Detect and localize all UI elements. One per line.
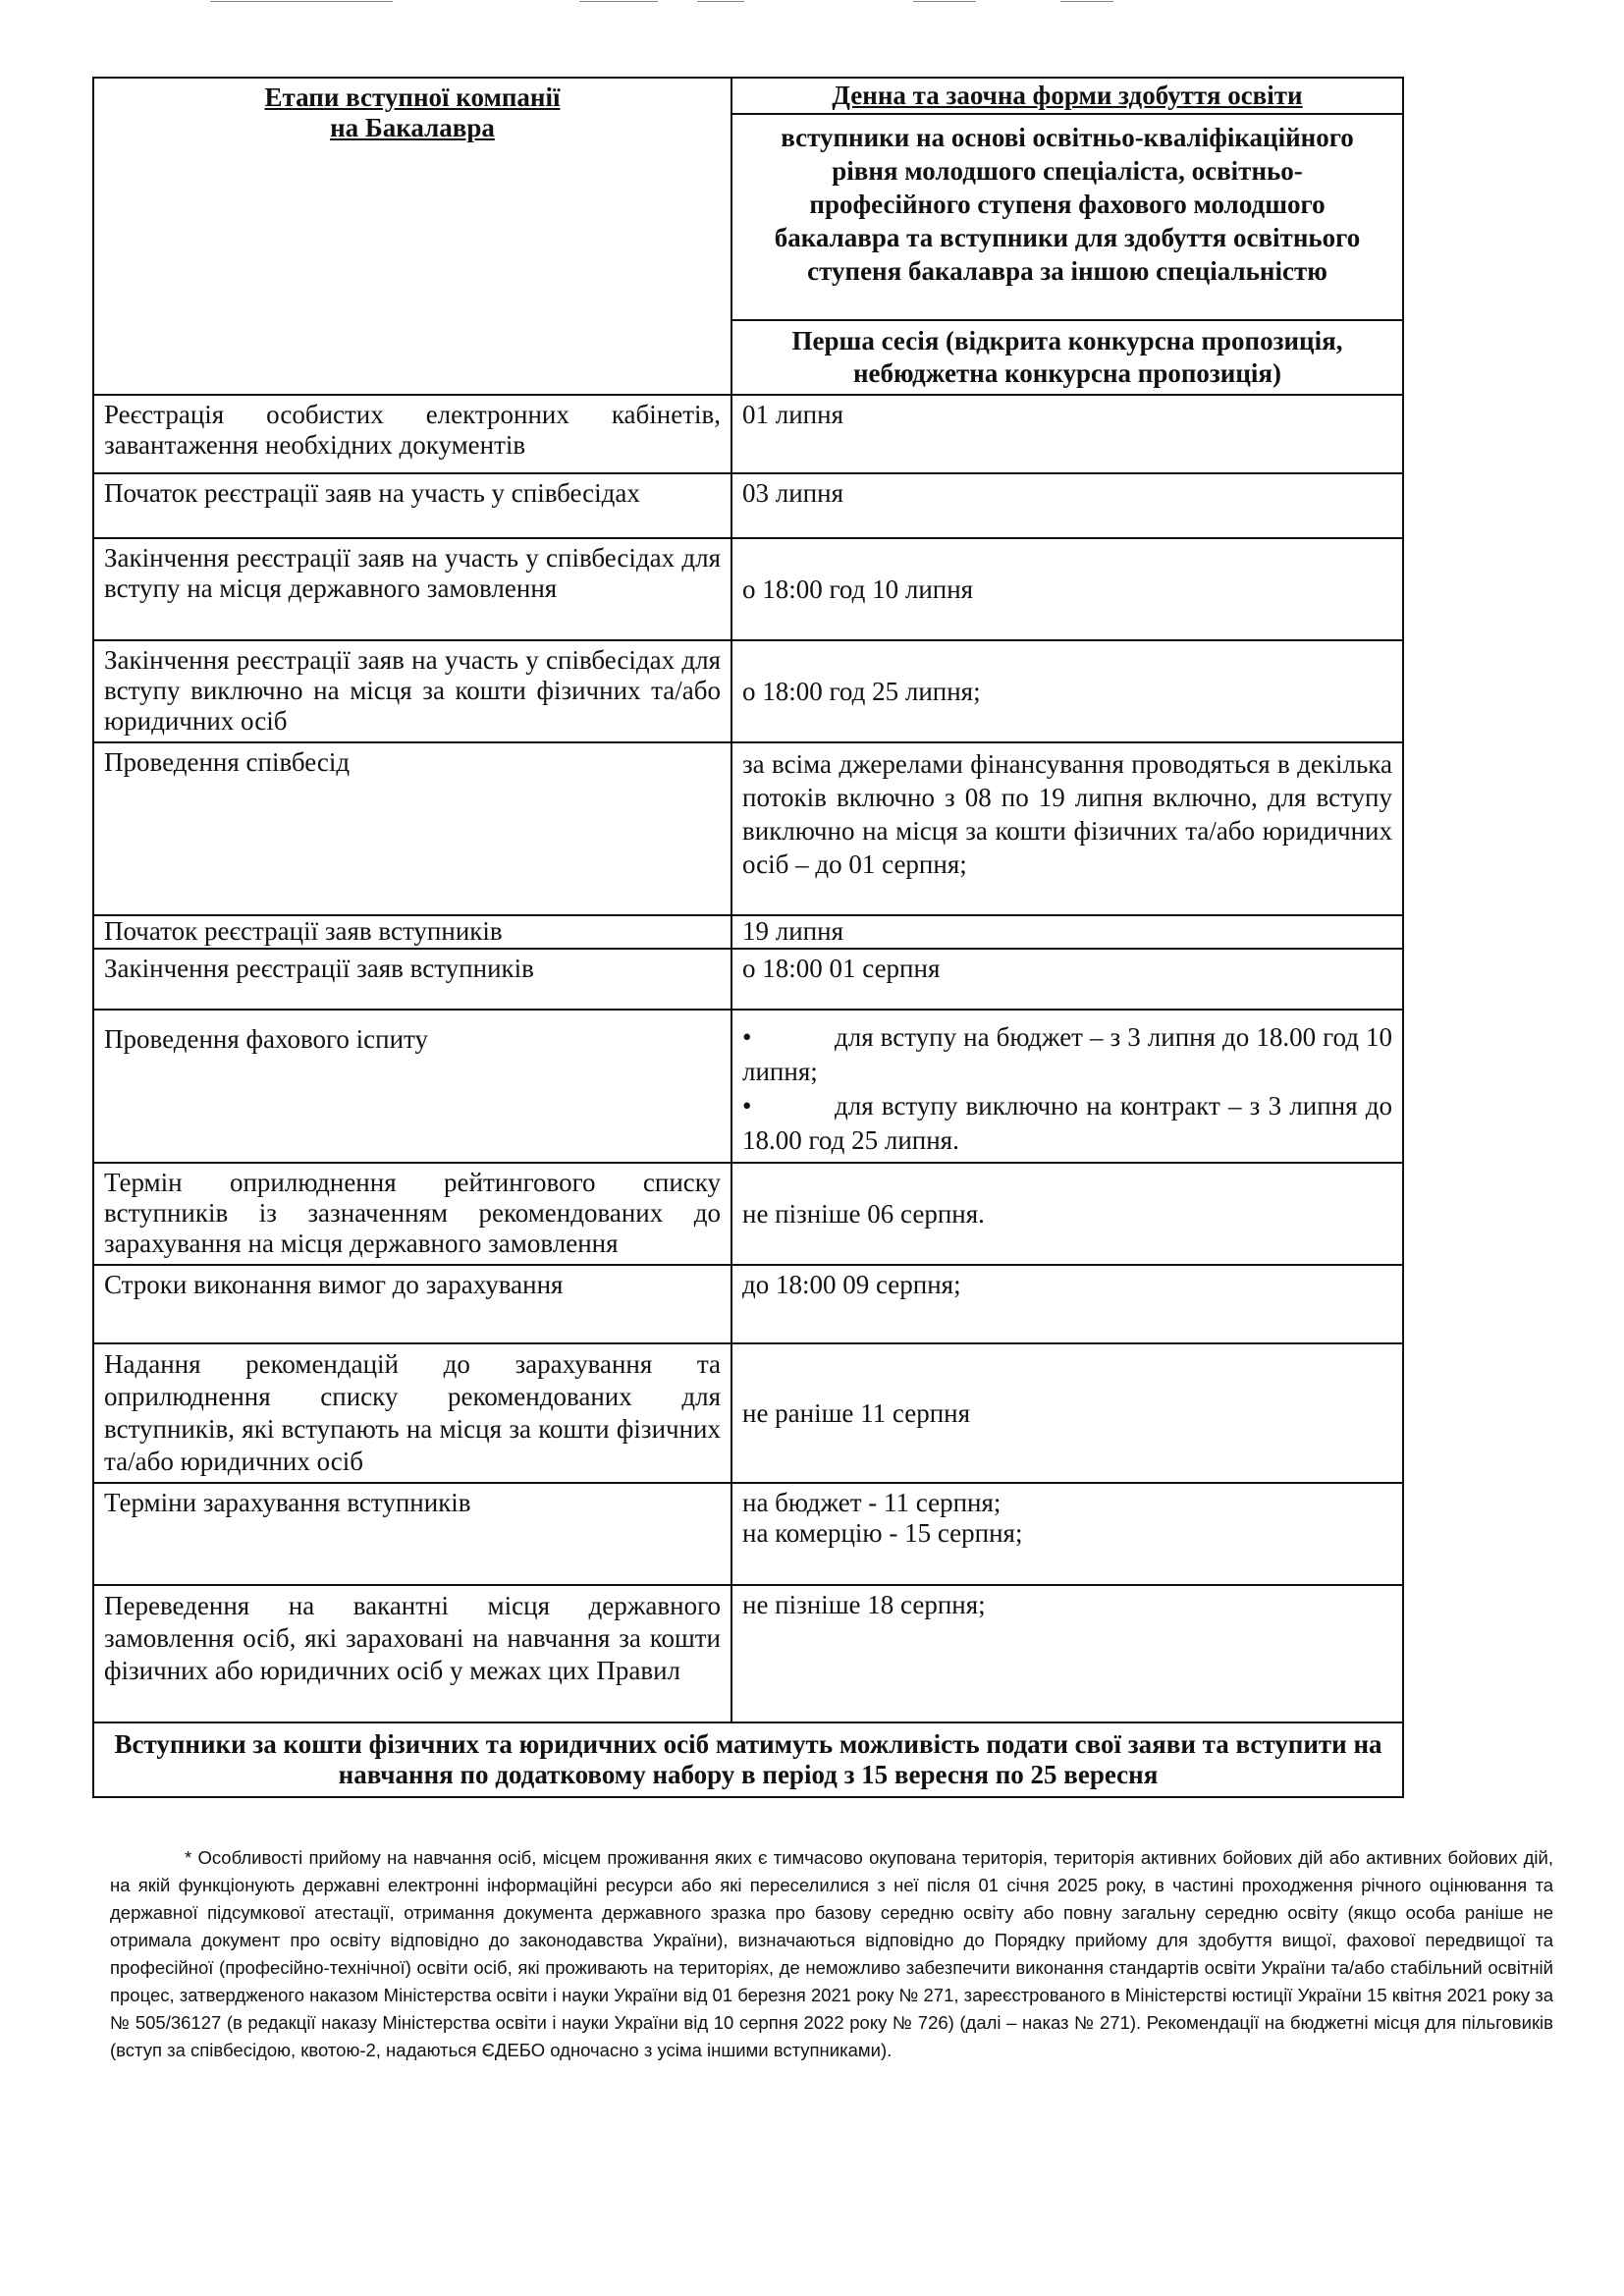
- stage-cell: Термін оприлюднення рейтингового списку вступників із зазначенням рекомендованих до зарахування на місця державного замовлення: [93, 1163, 731, 1265]
- exam-contract-term: для вступу виключно на контракт – з 3 липня до 18.00 год 25 липня.: [742, 1091, 1392, 1155]
- additional-enrollment-note: Вступники за кошти фізичних та юридичних осіб матимуть можливість подати свої заяви та вступити на навчання по додатковому набору в період з 15 вересня по 25 вересня: [93, 1722, 1403, 1797]
- term-cell: до 18:00 09 серпня;: [731, 1265, 1403, 1343]
- term-cell: о 18:00 01 серпня: [731, 949, 1403, 1010]
- stage-cell: Закінчення реєстрації заяв вступників: [93, 949, 731, 1010]
- form-header-cell: Денна та заочна форми здобуття освіти: [731, 78, 1403, 114]
- session-cell: Перша сесія (відкрита конкурсна пропозиція, небюджетна конкурсна пропозиція): [731, 320, 1403, 395]
- term-cell: 01 липня: [731, 395, 1403, 473]
- stage-cell: Проведення фахового іспиту: [93, 1010, 731, 1163]
- admission-schedule-table: [92, 77, 1404, 1798]
- stages-header-cell: [93, 78, 731, 395]
- exam-budget-term: для вступу на бюджет – з 3 липня до 18.00 год 10 липня;: [742, 1022, 1392, 1086]
- stage-cell: Початок реєстрації заяв на участь у співбесідах: [93, 473, 731, 538]
- term-cell: [731, 1483, 1403, 1585]
- stage-cell: Проведення співбесід: [93, 742, 731, 915]
- list-item: [742, 1089, 1392, 1158]
- bullet-icon: •: [742, 1022, 752, 1052]
- table-row: [93, 1483, 1403, 1585]
- stage-cell: Закінчення реєстрації заяв на участь у співбесідах для вступу виключно на місця за кошти фізичних та/або юридичних осіб: [93, 640, 731, 742]
- table-row: [93, 1163, 1403, 1265]
- table-row: [93, 1585, 1403, 1722]
- term-cell: о 18:00 год 25 липня;: [731, 640, 1403, 742]
- applicants-description-cell: вступники на основі освітньо-кваліфікаційного рівня молодшого спеціаліста, освітньо-професійного ступеня фахового молодшого бакалавра та вступники для здобуття освітнього ступеня бакалавра за іншою спеціальністю: [731, 114, 1403, 320]
- table-row: [93, 915, 1403, 949]
- stage-cell: Переведення на вакантні місця державного замовлення осіб, які зараховані на навчання за кошти фізичних або юридичних осіб у межах цих Правил: [93, 1585, 731, 1722]
- stage-cell: Реєстрація особистих електронних кабінетів, завантаження необхідних документів: [93, 395, 731, 473]
- list-item: [742, 1020, 1392, 1089]
- term-cell: не пізніше 18 серпня;: [731, 1585, 1403, 1722]
- scan-edge-marks: [0, 0, 1624, 6]
- stages-title-line-1: Етапи вступної компанії: [264, 82, 561, 112]
- header-row: [93, 78, 1403, 114]
- term-cell: не раніше 11 серпня: [731, 1343, 1403, 1483]
- bullet-icon: •: [742, 1091, 752, 1121]
- footnote: * Особливості прийому на навчання осіб, місцем проживання яких є тимчасово окупована територія, територія активних бойових дій або активних бойових дій, на якій функціонують державні електронні інформаційні ресурси або які переселилися з неї після 01 січня 2025 року, в частині проходження річного оцінювання та державної підсумкової атестації, отримання документа державного зразка про базову середню освіту або повну загальну середню освіту (якщо особа раніше не отримала документ про освіту відповідно до законодавства України), визначаються відповідно до Порядку прийому для здобуття вищої, фахової передвищої та професійної (професійно-технічної) освіти осіб, які проживають на територіях, де неможливо забезпечити виконання стандартів освіти України та/або стабільний освітній процес, затвердженого наказом Міністерства освіти і науки України від 01 березня 2021 року № 271, зареєстрованого в Міністерстві юстиції України 15 квітня 2021 року за № 505/36127 (в редакції наказу Міністерства освіти і науки України від 10 серпня 2022 року № 726) (далі – наказ № 271). Рекомендації на бюджетні місця для пільговиків (вступ за співбесідою, квотою-2, надаються ЄДЕБО одночасно з усіма іншими вступниками).: [110, 1847, 1553, 2060]
- table-row: [93, 1010, 1403, 1163]
- term-cell: 19 липня: [731, 915, 1403, 949]
- footer-row: [93, 1722, 1403, 1797]
- table-row: [93, 538, 1403, 640]
- table-row: [93, 395, 1403, 473]
- term-cell: не пізніше 06 серпня.: [731, 1163, 1403, 1265]
- stage-cell: Закінчення реєстрації заяв на участь у співбесідах для вступу на місця державного замовлення: [93, 538, 731, 640]
- stage-cell: Початок реєстрації заяв вступників: [93, 915, 731, 949]
- table-row: [93, 1265, 1403, 1343]
- budget-enrollment-term: на бюджет - 11 серпня;: [742, 1488, 1001, 1517]
- term-cell: 03 липня: [731, 473, 1403, 538]
- table-row: [93, 1343, 1403, 1483]
- stages-title-line-2: на Бакалавра: [330, 113, 495, 142]
- table-row: [93, 640, 1403, 742]
- stage-cell: Терміни зарахування вступників: [93, 1483, 731, 1585]
- term-cell: о 18:00 год 10 липня: [731, 538, 1403, 640]
- stage-cell: Надання рекомендацій до зарахування та оприлюднення списку рекомендованих для вступників, які вступають на місця за кошти фізичних та/або юридичних осіб: [93, 1343, 731, 1483]
- table-row: [93, 473, 1403, 538]
- commercial-enrollment-term: на комерцію - 15 серпня;: [742, 1518, 1023, 1548]
- stage-cell: Строки виконання вимог до зарахування: [93, 1265, 731, 1343]
- term-cell: [731, 1010, 1403, 1163]
- table-row: [93, 742, 1403, 915]
- term-cell: за всіма джерелами фінансування проводяться в декілька потоків включно з 08 по 19 липня включно, для вступу виключно на місця за кошти фізичних та/або юридичних осіб – до 01 серпня;: [731, 742, 1403, 915]
- table-row: [93, 949, 1403, 1010]
